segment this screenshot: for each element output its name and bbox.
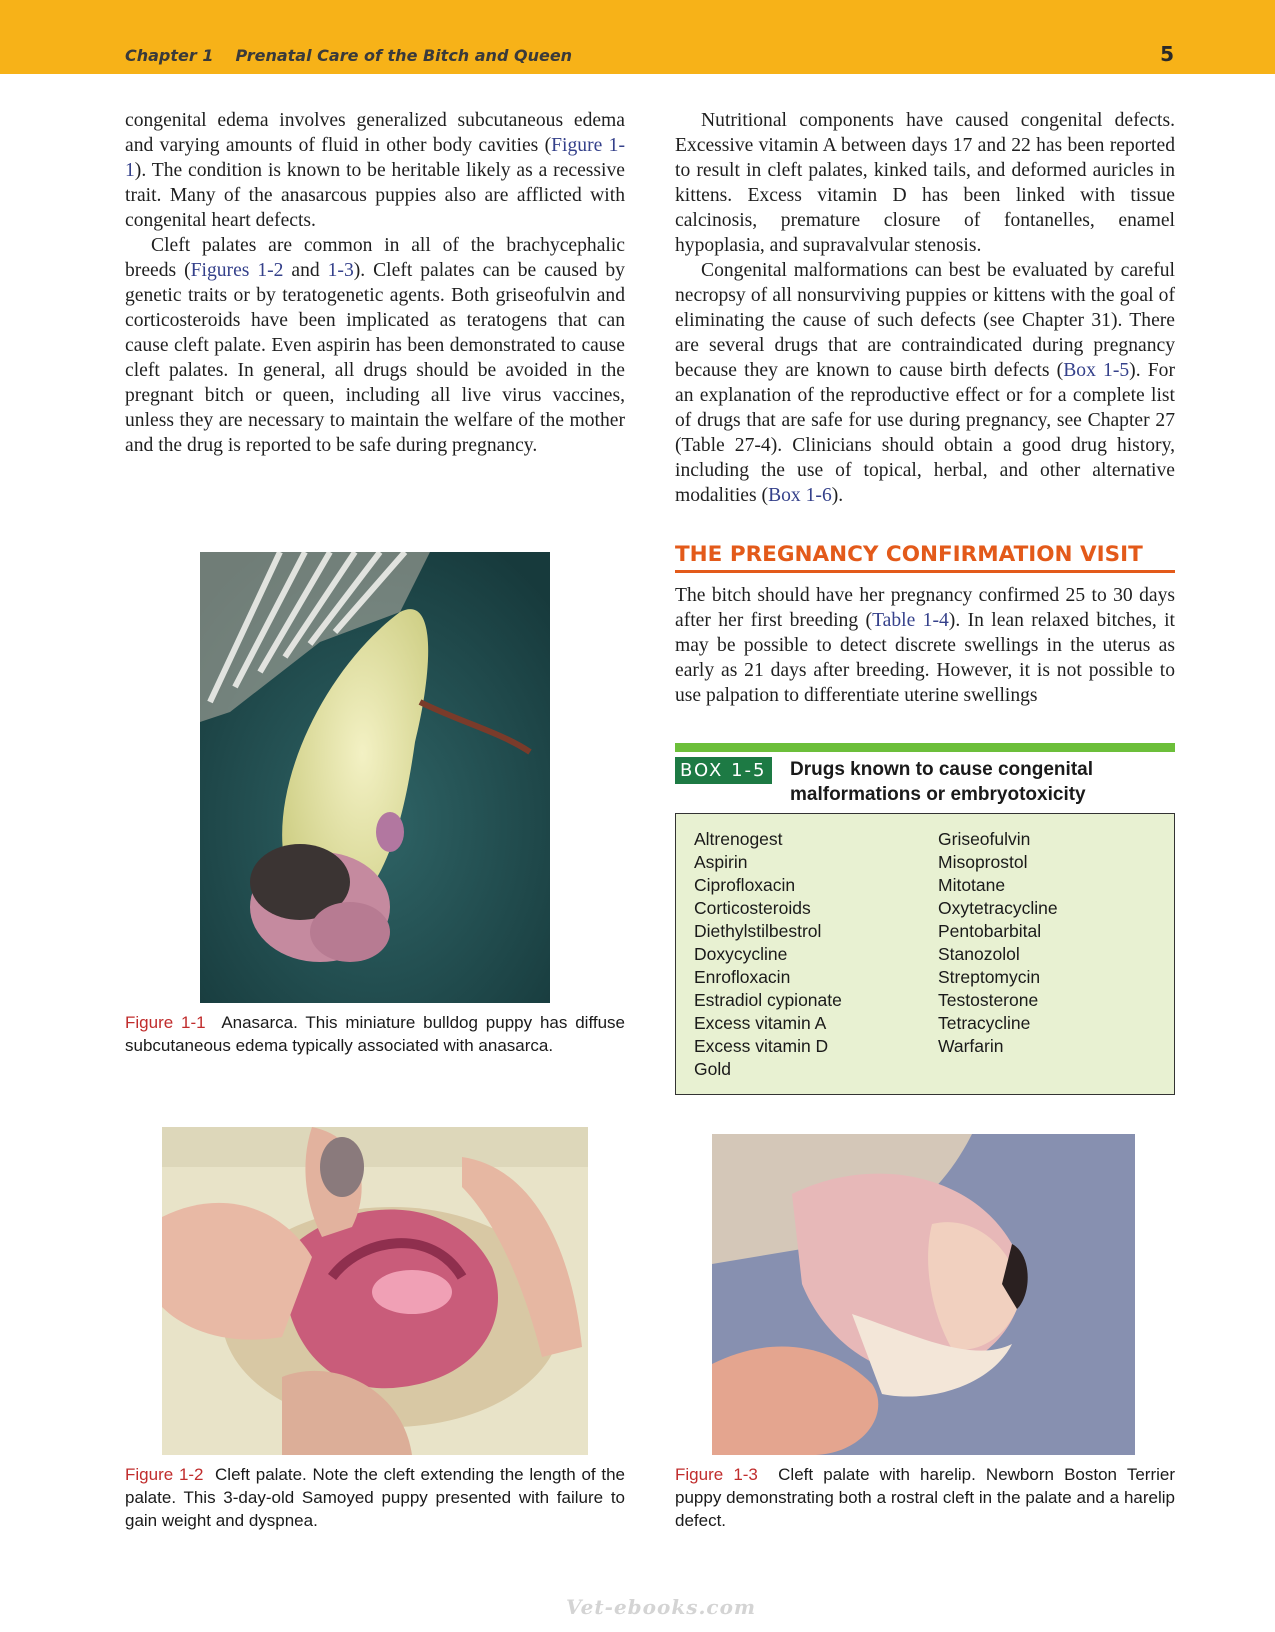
cleft-palate-samoyed-image [162, 1127, 588, 1455]
list-item: Gold [694, 1059, 731, 1079]
list-item: Corticosteroids [694, 898, 811, 918]
box-link[interactable]: Box 1-5 [1063, 360, 1130, 381]
page-number: 5 [1160, 42, 1174, 66]
caption-text: Anasarca. This miniature bulldog puppy has diffuse subcutaneous edema typically associated with anasarca. [125, 1013, 625, 1055]
list-item: Aspirin [694, 852, 748, 872]
figure-label: Figure 1-3 [675, 1465, 758, 1484]
left-column-text [125, 108, 625, 458]
drug-list-column-b [938, 828, 1058, 1058]
figure-1-3-caption [675, 1463, 1175, 1532]
figure-1-2-photo [162, 1127, 588, 1455]
right-column-text [675, 108, 1175, 508]
caption-text: Cleft palate with harelip. Newborn Boston Terrier puppy demonstrating both a rostral cleft in the palate and a harelip defect. [675, 1465, 1176, 1530]
list-item: Enrofloxacin [694, 967, 791, 987]
list-item: Oxytetracycline [938, 898, 1058, 918]
drug-list-box [675, 813, 1175, 1095]
list-item: Mitotane [938, 875, 1006, 895]
text-run: congenital edema involves generalized subcutaneous edema and varying amounts of fluid in other body cavities ( [125, 110, 625, 156]
list-item: Testosterone [938, 990, 1039, 1010]
box-top-rule [675, 743, 1175, 752]
list-item: Misoprostol [938, 852, 1028, 872]
box-label: BOX 1-5 [675, 757, 772, 784]
text-run: ). Cleft palates can be caused by genetic traits or by teratogenetic agents. Both griseofulvin and corticosteroids have been implicated as teratogens that can cause cleft palate. Even aspirin has been demonstrated to cause cleft palates. In general, all drugs should be avoided in the pregnant bitch or queen, including all live virus vaccines, unless they are necessary to maintain the welfare of the mother and the drug is reported to be safe during pregnancy. [125, 260, 625, 456]
figure-link[interactable]: 1-3 [327, 260, 354, 281]
paragraph [125, 233, 625, 458]
figure-link[interactable]: Figures 1-2 [190, 260, 284, 281]
list-item: Altrenogest [694, 829, 783, 849]
list-item: Excess vitamin D [694, 1036, 829, 1056]
running-head [125, 46, 572, 65]
text-run: Congenital malformations can best be evaluated by careful necropsy of all nonsurviving puppies or kittens with the goal of eliminating the cause of such defects (see Chapter 31). There are several drugs that are contraindicated during pregnancy because they are known to cause birth defects ( [675, 260, 1175, 381]
cleft-palate-harelip-image [712, 1134, 1135, 1455]
list-item: Stanozolol [938, 944, 1020, 964]
figure-1-1-photo [200, 552, 550, 1003]
table-link[interactable]: Table 1-4 [872, 610, 949, 631]
figure-1-3-photo [712, 1134, 1135, 1455]
list-item: Diethylstilbestrol [694, 921, 822, 941]
chapter-title: Prenatal Care of the Bitch and Queen [235, 46, 573, 65]
list-item: Warfarin [938, 1036, 1004, 1056]
text-run: ). In lean relaxed bitches, it may be possible to detect discrete swellings in the uterus as early as 21 days after breeding. However, it is not possible to use palpation to differentiate uterine swellings [675, 610, 1175, 706]
chapter-header-bar [0, 0, 1275, 74]
figure-1-1-caption [125, 1011, 625, 1057]
text-run: The bitch should have her pregnancy confirmed 25 to 30 days after her first breeding ( [675, 585, 1175, 631]
list-item: Tetracycline [938, 1013, 1031, 1033]
figure-link[interactable]: Figure 1-1 [125, 135, 625, 181]
box-title: Drugs known to cause congenital malformations or embryotoxicity [790, 759, 1093, 805]
text-run: ). For an explanation of the reproductive effect or for a complete list of drugs that are safe for use during pregnancy, see Chapter 27 (Table 27-4). Clinicians should obtain a good drug history, including the use of topical, herbal, and other alternative modalities ( [675, 360, 1175, 506]
list-item: Excess vitamin A [694, 1013, 827, 1033]
box-link[interactable]: Box 1-6 [768, 485, 832, 506]
drug-list-column-a [694, 828, 842, 1081]
figure-1-2-caption [125, 1463, 625, 1532]
list-item: Ciprofloxacin [694, 875, 796, 895]
text-run: and [283, 260, 328, 281]
figure-label: Figure 1-1 [125, 1013, 206, 1032]
chapter-label: Chapter 1 [125, 46, 214, 65]
paragraph [675, 583, 1175, 708]
caption-text: Cleft palate. Note the cleft extending the length of the palate. This 3-day-old Samoyed puppy presented with failure to gain weight and dyspnea. [125, 1465, 626, 1530]
figure-label: Figure 1-2 [125, 1465, 204, 1484]
list-item: Doxycycline [694, 944, 788, 964]
text-run: ). The condition is known to be heritable likely as a recessive trait. Many of the anasarcous puppies also are afflicted with congenital heart defects. [125, 160, 625, 231]
list-item: Griseofulvin [938, 829, 1031, 849]
anasarca-puppy-image [200, 552, 550, 1003]
paragraph [125, 108, 625, 233]
section-text [675, 583, 1175, 708]
list-item: Pentobarbital [938, 921, 1042, 941]
text-run: Cleft palates are common in all of the brachycephalic breeds ( [125, 235, 625, 281]
text-run: ). [831, 485, 844, 506]
list-item: Streptomycin [938, 967, 1041, 987]
paragraph: Nutritional components have caused congenital defects. Excessive vitamin A between days 17 and 22 has been reported to result in cleft palates, kinked tails, and deformed auricles in kittens. Excess vitamin D has been linked with tissue calcinosis, premature closure of fontanelles, enamel hypoplasia, and supravalvular stenosis. [675, 110, 1175, 256]
section-heading: THE PREGNANCY CONFIRMATION VISIT [675, 542, 1175, 573]
paragraph [675, 258, 1175, 508]
list-item: Estradiol cypionate [694, 990, 842, 1010]
watermark-logo: Vet-ebooks.com [566, 1595, 757, 1619]
